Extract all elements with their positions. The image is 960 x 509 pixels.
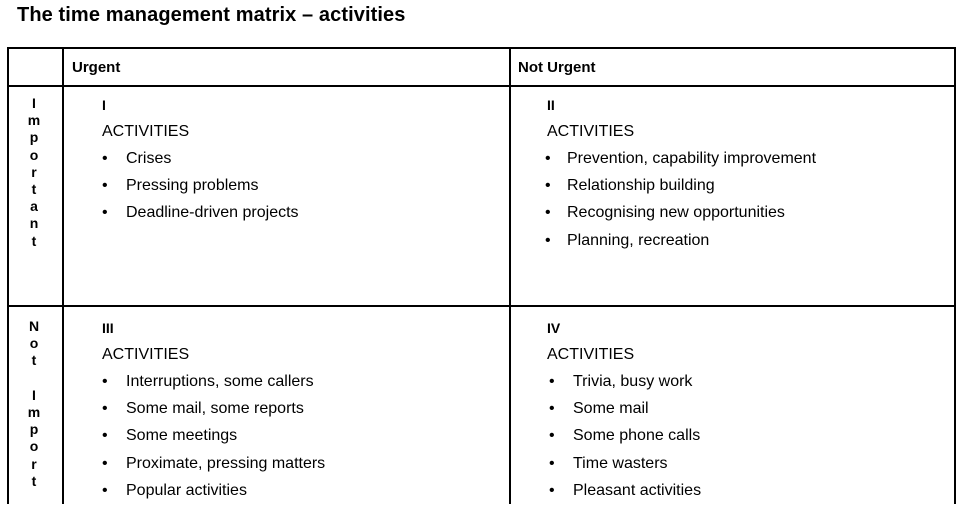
row-label-letter: I xyxy=(32,95,36,111)
activity-item: • Deadline-driven projects xyxy=(102,204,299,231)
quadrant-heading: ACTIVITIES xyxy=(102,346,190,363)
quadrant-numeral: I xyxy=(102,97,106,113)
row-divider xyxy=(7,305,956,307)
activity-item: • Pressing problems xyxy=(102,177,299,204)
row-label-letter: t xyxy=(31,352,37,369)
activity-item: • Time wasters xyxy=(547,455,701,482)
activity-list xyxy=(102,150,299,232)
activity-item: • Pleasant activities xyxy=(547,482,701,509)
activity-item: • Proximate, pressing matters xyxy=(102,455,325,482)
row-label-letter: m xyxy=(27,112,41,129)
label-column-divider xyxy=(62,47,64,504)
row-label-not-important xyxy=(14,318,54,490)
row-label-important xyxy=(14,95,54,250)
quadrant-heading: ACTIVITIES xyxy=(547,346,635,363)
activity-list xyxy=(547,150,816,259)
header-divider xyxy=(7,85,956,87)
row-label-letter: o xyxy=(29,146,39,163)
row-label-letter: I xyxy=(32,386,36,403)
row-label-letter: r xyxy=(31,455,37,472)
activity-item: • Some meetings xyxy=(102,427,325,454)
row-label-letter: p xyxy=(29,129,39,146)
quadrant-3 xyxy=(102,319,325,509)
header-not-urgent: Not Urgent xyxy=(518,59,596,76)
header-urgent: Urgent xyxy=(72,59,121,76)
row-label-letter: p xyxy=(29,421,39,438)
column-divider xyxy=(509,47,511,504)
row-label-letter: N xyxy=(28,318,40,334)
activity-item: • Interruptions, some callers xyxy=(102,373,325,400)
activity-item: • Recognising new opportunities xyxy=(547,204,816,231)
row-label-letter: t xyxy=(31,232,37,249)
row-label-letter xyxy=(14,370,54,387)
quadrant-heading: ACTIVITIES xyxy=(547,123,635,140)
quadrant-numeral: II xyxy=(547,97,555,113)
row-label-letter: a xyxy=(30,198,38,215)
row-label-letter: t xyxy=(31,472,37,489)
activity-item: • Trivia, busy work xyxy=(547,373,701,400)
page-title: The time management matrix – activities xyxy=(17,4,406,26)
table-border-right xyxy=(954,47,956,504)
row-label-letter: o xyxy=(29,335,39,352)
row-label-letter: t xyxy=(31,180,37,197)
activity-list xyxy=(102,373,325,509)
activity-list xyxy=(547,373,701,509)
row-label-letter: n xyxy=(29,215,39,232)
quadrant-2 xyxy=(547,96,816,259)
activity-item: • Relationship building xyxy=(547,177,816,204)
quadrant-numeral: IV xyxy=(547,320,561,336)
row-label-letter: o xyxy=(29,438,39,455)
table-border-left xyxy=(7,47,9,504)
activity-item: • Popular activities xyxy=(102,482,325,509)
quadrant-4 xyxy=(547,319,701,509)
activity-item: • Crises xyxy=(102,150,299,177)
activity-item: • Some phone calls xyxy=(547,427,701,454)
activity-item: • Some mail xyxy=(547,400,701,427)
quadrant-heading: ACTIVITIES xyxy=(102,123,190,140)
row-label-letter: m xyxy=(27,403,41,420)
activity-item: • Planning, recreation xyxy=(547,232,816,259)
row-label-letter: r xyxy=(31,163,37,180)
table-border-top xyxy=(7,47,956,49)
activity-item: • Prevention, capability improvement xyxy=(547,150,816,177)
activity-item: • Some mail, some reports xyxy=(102,400,325,427)
quadrant-1 xyxy=(102,96,299,232)
quadrant-numeral: III xyxy=(102,320,114,336)
